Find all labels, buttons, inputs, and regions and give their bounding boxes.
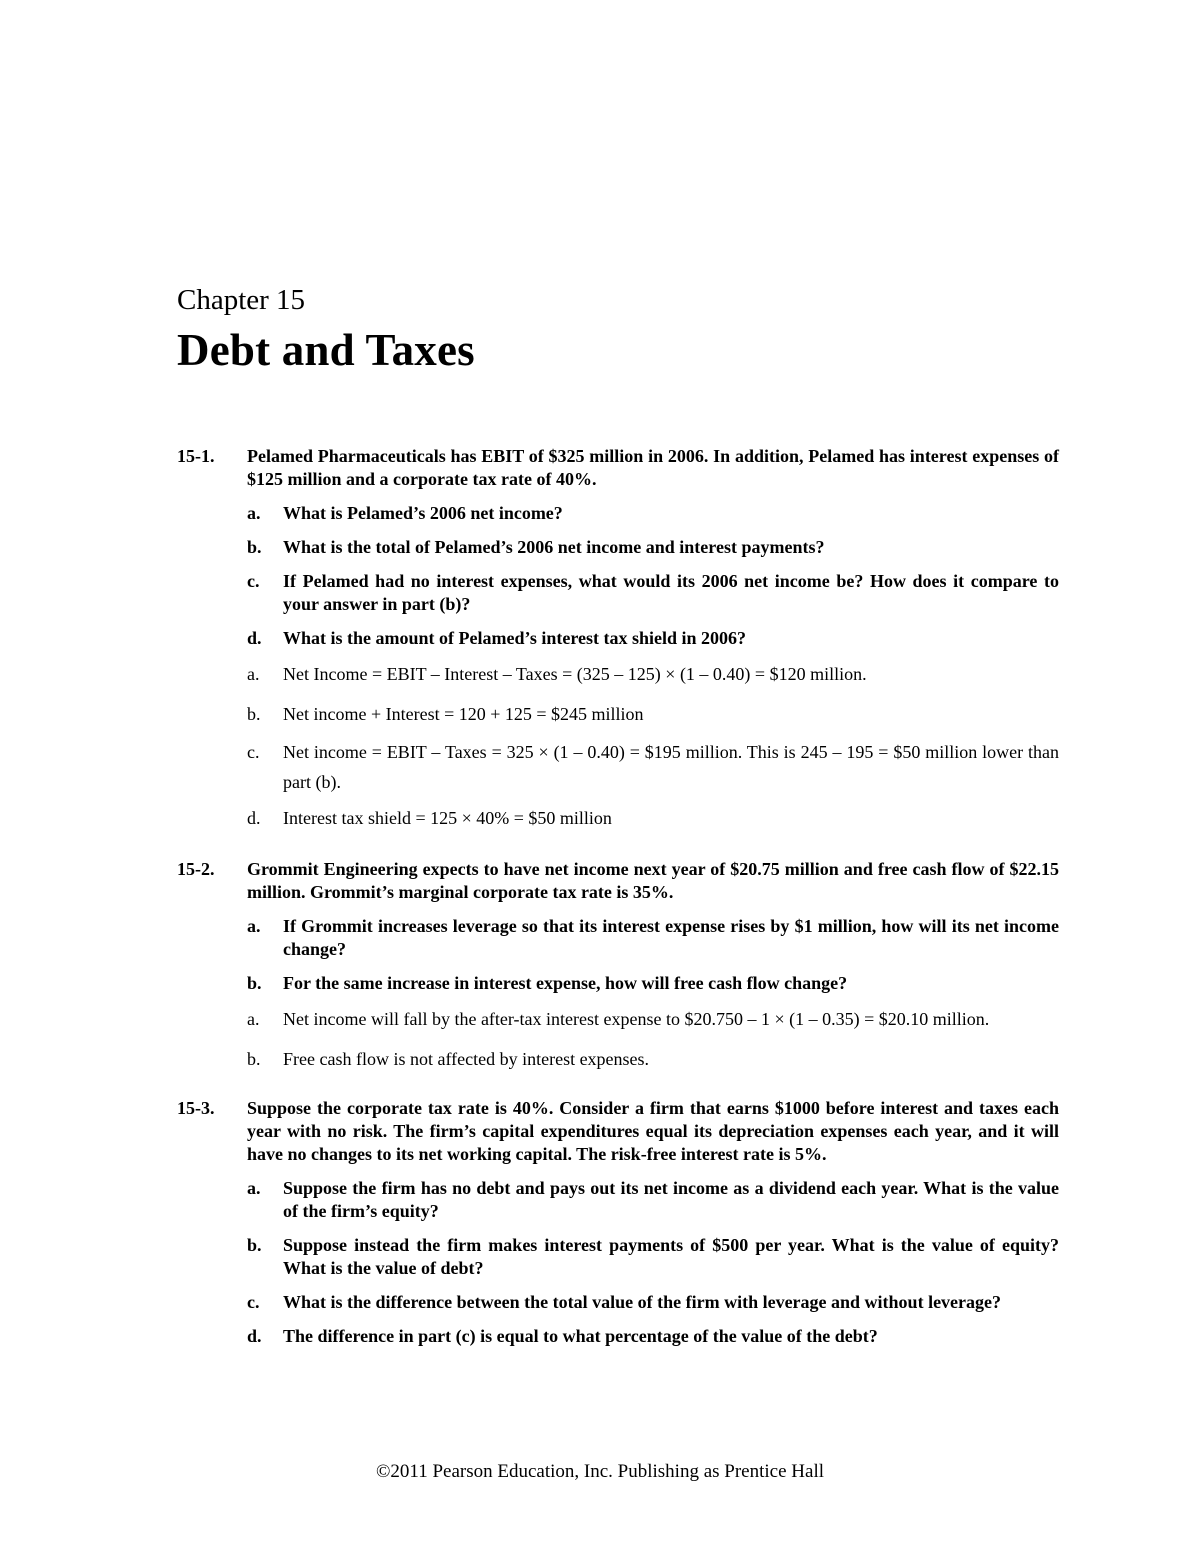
question-text: What is the total of Pelamed’s 2006 net income and interest payments? — [283, 537, 825, 557]
question-item — [247, 972, 1059, 995]
problem-15-3 — [177, 1097, 1059, 1348]
answer-label: b. — [247, 704, 261, 724]
question-text: Suppose instead the firm makes interest payments of $500 per year. What is the value of equity? What is the value of debt? — [283, 1235, 1059, 1278]
question-label: b. — [247, 537, 262, 557]
question-text: What is Pelamed’s 2006 net income? — [283, 503, 563, 523]
problem-text: Grommit Engineering expects to have net income next year of $20.75 million and free cash flow of $22.15 million. Grommit’s marginal corporate tax rate is 35%. — [247, 859, 1059, 902]
question-item — [247, 1177, 1059, 1223]
question-text: For the same increase in interest expense, how will free cash flow change? — [283, 973, 848, 993]
question-label: d. — [247, 1326, 262, 1346]
answer-label: a. — [247, 664, 260, 684]
answer-label: b. — [247, 1049, 261, 1069]
chapter-label: Chapter 15 — [177, 284, 306, 316]
page-footer: ©2011 Pearson Education, Inc. Publishing as Prentice Hall — [375, 1461, 824, 1482]
question-text: What is the difference between the total value of the firm with leverage and without leverage? — [283, 1292, 1002, 1312]
question-text: The difference in part (c) is equal to what percentage of the value of the debt? — [283, 1326, 878, 1346]
question-text: Suppose the firm has no debt and pays out its net income as a dividend each year. What is the value of the firm’s equity? — [283, 1178, 1059, 1221]
answer-label: d. — [247, 808, 261, 828]
question-text: If Pelamed had no interest expenses, what would its 2006 net income be? How does it compare to your answer in part (b)? — [283, 571, 1059, 614]
problem-15-1 — [177, 445, 1059, 833]
answer-item — [247, 1044, 1059, 1074]
answer-text: Net income will fall by the after-tax interest expense to $20.750 – 1 × (1 – 0.35) = $20.10 million. — [283, 1009, 990, 1029]
question-item — [247, 536, 1059, 559]
question-item — [247, 915, 1059, 961]
question-item — [247, 1291, 1059, 1314]
answer-label: a. — [247, 1009, 260, 1029]
answer-text: Net income = EBIT – Taxes = 325 × (1 – 0.40) = $195 million. This is 245 – 195 = $50 million lower than part (b). — [283, 742, 1059, 792]
chapter-title: Debt and Taxes — [177, 325, 475, 375]
question-label: a. — [247, 503, 261, 523]
question-text: What is the amount of Pelamed’s interest tax shield in 2006? — [283, 628, 746, 648]
answer-text: Free cash flow is not affected by interest expenses. — [283, 1049, 650, 1069]
problem-15-2 — [177, 858, 1059, 1074]
problem-number: 15-3. — [177, 1098, 215, 1118]
answer-item — [247, 1004, 1059, 1034]
problem-text: Pelamed Pharmaceuticals has EBIT of $325 million in 2006. In addition, Pelamed has interest expenses of $125 million and a corporate tax rate of 40%. — [247, 446, 1059, 489]
answer-text: Interest tax shield = 125 × 40% = $50 million — [283, 808, 612, 828]
problem-number: 15-1. — [177, 446, 215, 466]
answer-item — [247, 699, 1059, 729]
question-label: d. — [247, 628, 262, 648]
question-label: a. — [247, 1178, 261, 1198]
question-item — [247, 1325, 1059, 1348]
question-item — [247, 502, 1059, 525]
answer-item — [247, 803, 1059, 833]
question-label: a. — [247, 916, 261, 936]
question-label: b. — [247, 973, 262, 993]
question-label: b. — [247, 1235, 262, 1255]
question-text: If Grommit increases leverage so that its interest expense rises by $1 million, how will its net income change? — [283, 916, 1059, 959]
answer-item — [247, 659, 1059, 689]
answer-label: c. — [247, 742, 260, 762]
question-label: c. — [247, 571, 260, 591]
problem-text: Suppose the corporate tax rate is 40%. Consider a firm that earns $1000 before interest and taxes each year with no risk. The firm’s capital expenditures equal its depreciation expenses each year, and it will have no changes to its net working capital. The risk-free interest rate is 5%. — [247, 1098, 1059, 1164]
question-item — [247, 1234, 1059, 1280]
answer-text: Net income + Interest = 120 + 125 = $245 million — [283, 704, 644, 724]
answer-text: Net Income = EBIT – Interest – Taxes = (325 – 125) × (1 – 0.40) = $120 million. — [283, 664, 867, 684]
question-label: c. — [247, 1292, 260, 1312]
answer-item — [247, 737, 1059, 797]
question-item — [247, 627, 1059, 650]
problem-number: 15-2. — [177, 859, 215, 879]
question-item — [247, 570, 1059, 616]
